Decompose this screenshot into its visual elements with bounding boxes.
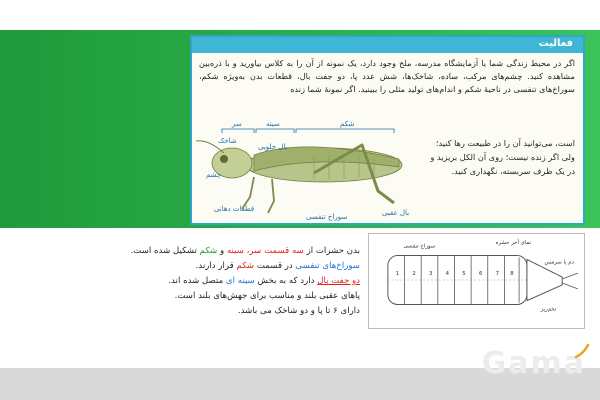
label-head: سر: [232, 120, 242, 128]
text-line-4: پاهای عقبی بلند و مناسب برای جهش‌های بلند است.: [174, 291, 360, 301]
label-spiracle: سوراخ تنفسی: [306, 213, 348, 221]
label-hind-wing: بال عقبی: [382, 209, 410, 217]
label-spiracle-diagram: سوراخ تنفسی: [403, 243, 436, 250]
segment-number: 4: [445, 271, 450, 278]
logo-swoosh-icon: [574, 343, 590, 359]
segment-number: 2: [412, 271, 416, 278]
label-abdomen: شکم: [340, 120, 355, 128]
label-last-segment: نمای آخر حشره: [495, 239, 532, 246]
label-ovipositor: تخم‌ریز: [540, 306, 557, 313]
label-front-wing: بال جلویی: [258, 143, 288, 151]
segment-number: 1: [395, 271, 400, 278]
activity-box: [190, 35, 585, 225]
text-line-1: بدن حشرات از سه قسمت سر، سینه و شکم تشکیل شده است.: [130, 246, 360, 256]
label-antenna: شاخک: [218, 137, 237, 145]
segment-number: 6: [478, 271, 483, 278]
explanation-text: [70, 244, 360, 319]
label-thorax: سینه: [266, 120, 280, 128]
label-mouthparts: قطعات دهانی: [214, 205, 255, 213]
activity-paragraph-continued: است، می‌توانید آن را در طبیعت رها کنید؛ ولی اگر زنده نیست؛ روی آن الکل بریزید و در یک ظرف سربسته، نگهداری کنید.: [430, 138, 575, 176]
abdomen-diagram: [368, 233, 585, 329]
segment-number: 8: [510, 271, 514, 278]
grasshopper-illustration: [194, 115, 422, 223]
activity-title: فعالیت: [538, 38, 573, 49]
text-line-3: دو جفت بال دارد که به بخش سینه ای متصل شده اند.: [168, 276, 360, 286]
segment-number: 3: [429, 271, 433, 278]
label-cerci: دم یا سرمس: [544, 259, 575, 266]
segment-number: 7: [495, 271, 500, 278]
segment-number: 5: [462, 271, 466, 278]
label-eye: چشم: [206, 171, 222, 179]
text-line-5: دارای ۶ تا پا و دو شاخک می باشد.: [237, 306, 360, 316]
gama-logo: Gama: [481, 346, 586, 381]
activity-header: [192, 37, 583, 53]
activity-paragraph: اگر در محیط زندگی شما یا آزمایشگاه مدرسه، ملخ وجود دارد، یک نمونه از آن را به کلاس بیاورید و با ذره‌بین مشاهده کنید. چشم‌های مرکب، ساده، شاخک‌ها، شش عدد پا، دو جفت بال، قطعات بدن به‌ویژه شکم، سوراخ‌های تنفسی در ناحیهٔ شکم و اندام‌های تولید مثلی را ببینید. اگر نمونهٔ شما زنده: [199, 58, 575, 95]
text-line-2: سوراخ‌های تنفسی در قسمت شکم قرار دارند.: [195, 261, 360, 271]
